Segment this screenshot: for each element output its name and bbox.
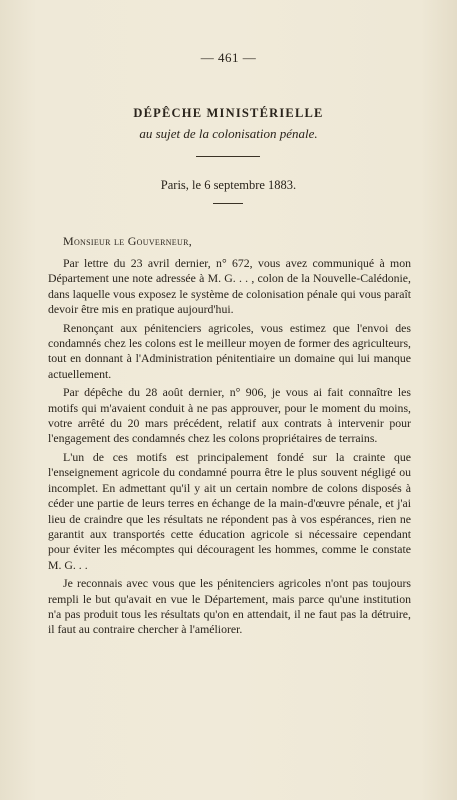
paragraph-2: Renonçant aux pénitenciers agricoles, vous estimez que l'envoi des condamnés chez les colons est le meilleur moyen de former des agriculteurs, tout en donnant à l'Administration pénitentiaire un domaine qui lui manque actuellement. bbox=[48, 320, 411, 381]
paragraph-4: L'un de ces motifs est principalement fondé sur la crainte que l'enseignement agricole du condamné pourra être le plus souvent négligé ou incomplet. En admettant qu'il y ait un certain nombre de colons disposés à céder une partie de leurs terres en échange de la main-d'œuvre pénale, et j'ai lieu de craindre que les résultats ne répondent pas à vos espérances, rien ne garantit aux transportés cette éducation agricole si nécessaire cependant pour éviter les mécomptes qui découragent les hommes, comme le constate M. G. . . bbox=[48, 449, 411, 572]
letter-body bbox=[48, 256, 411, 641]
salutation: Monsieur le Gouverneur, bbox=[63, 234, 193, 248]
paragraph-5: Je reconnais avec vous que les pénitenciers agricoles n'ont pas toujours rempli le but qu'avait en vue le Département, mais parce qu'une institution n'a pas produit tous les résultats qu'on en attendait, il ne faut pas la détruire, il faut au contraire chercher à l'améliorer. bbox=[48, 576, 411, 637]
document-heading: DÉPÊCHE MINISTÉRIELLE bbox=[133, 106, 324, 120]
paragraph-1: Par lettre du 23 avril dernier, n° 672, vous avez communiqué à mon Département une note adressée à M. G. . . , colon de la Nouvelle-Calédonie, dans laquelle vous exposez le système de colonisation pénale qui vous paraît devoir être mis en pratique aujourd'hui. bbox=[48, 256, 411, 317]
page-number: — 461 — bbox=[200, 50, 257, 65]
paragraph-3: Par dépêche du 28 août dernier, n° 906, je vous ai fait connaître les motifs qui m'avaient conduit à ne pas approuver, pour le moment du moins, votre arrêté du 20 mars précédent, relatif aux contrats à intervenir pour l'engagement des condamnés chez les colons propriétaires de terrains. bbox=[48, 385, 411, 446]
dateline: Paris, le 6 septembre 1883. bbox=[160, 178, 297, 192]
document-subheading: au sujet de la colonisation pénale. bbox=[139, 126, 318, 141]
dateline-divider bbox=[213, 203, 243, 204]
heading-divider bbox=[196, 156, 260, 157]
